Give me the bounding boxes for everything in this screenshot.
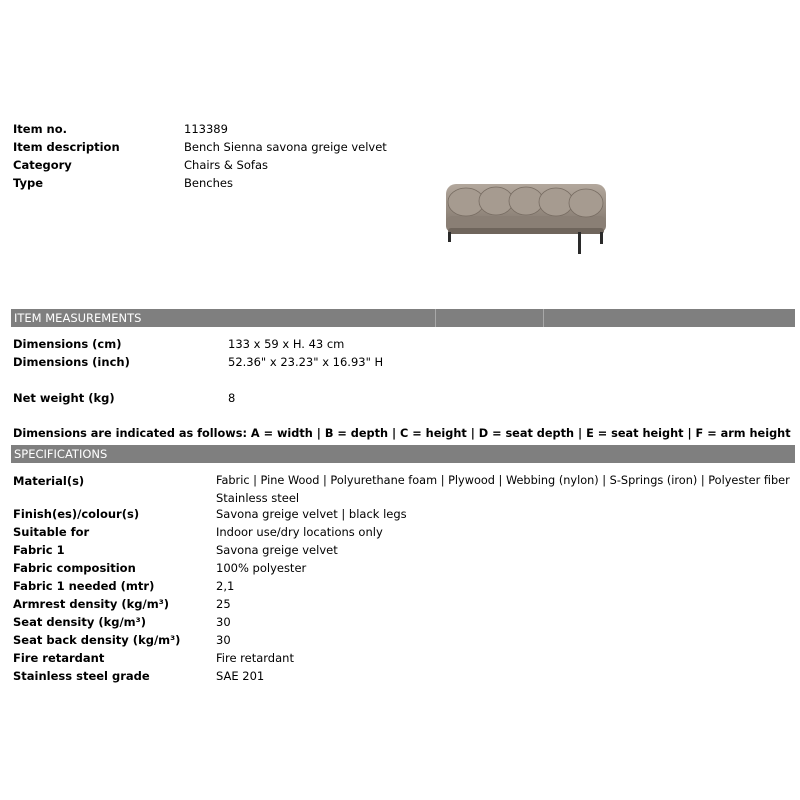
armrest-density-value: 25	[216, 597, 231, 611]
stainless-steel-grade-value: SAE 201	[216, 669, 265, 683]
specifications-header	[11, 445, 795, 463]
fabric-1-label: Fabric 1	[13, 543, 65, 557]
seat-back-density-label: Seat back density (kg/m³)	[13, 633, 181, 647]
dimensions-inch-value: 52.36" x 23.23" x 16.93" H	[228, 355, 384, 369]
seat-back-density-value: 30	[216, 633, 231, 647]
net-weight-label: Net weight (kg)	[13, 391, 115, 405]
bench-product-image	[444, 172, 610, 256]
seat-density-label: Seat density (kg/m³)	[13, 615, 146, 629]
item-description-value: Bench Sienna savona greige velvet	[184, 140, 387, 154]
dimensions-inch-label: Dimensions (inch)	[13, 355, 130, 369]
fire-retardant-label: Fire retardant	[13, 651, 105, 665]
type-value: Benches	[184, 176, 233, 190]
item-measurements-title: ITEM MEASUREMENTS	[14, 311, 142, 325]
header-divider	[435, 309, 436, 327]
dimensions-legend-note: Dimensions are indicated as follows: A = width | B = depth | C = height | D = seat depth | E = seat height | F = arm height	[13, 427, 791, 440]
finish-colour-label: Finish(es)/colour(s)	[13, 507, 140, 521]
fabric-1-value: Savona greige velvet	[216, 543, 338, 557]
finish-colour-value: Savona greige velvet | black legs	[216, 507, 407, 521]
fabric-composition-value: 100% polyester	[216, 561, 307, 575]
fire-retardant-value: Fire retardant	[216, 651, 294, 665]
item-no-label: Item no.	[13, 122, 68, 136]
stainless-steel-grade-label: Stainless steel grade	[13, 669, 150, 683]
fabric-needed-label: Fabric 1 needed (mtr)	[13, 579, 155, 593]
fabric-composition-label: Fabric composition	[13, 561, 136, 575]
header-divider	[543, 309, 544, 327]
item-no-value: 113389	[184, 122, 228, 136]
category-label: Category	[13, 158, 72, 172]
fabric-needed-value: 2,1	[216, 579, 235, 593]
item-description-label: Item description	[13, 140, 120, 154]
item-measurements-header	[11, 309, 795, 327]
suitable-for-value: Indoor use/dry locations only	[216, 525, 383, 539]
category-value: Chairs & Sofas	[184, 158, 268, 172]
specifications-title: SPECIFICATIONS	[14, 447, 108, 461]
suitable-for-label: Suitable for	[13, 525, 90, 539]
type-label: Type	[13, 176, 44, 190]
seat-density-value: 30	[216, 615, 231, 629]
materials-value-line1: Fabric | Pine Wood | Polyurethane foam | Plywood | Webbing (nylon) | S-Springs (iron) | Polyester fiber	[216, 474, 790, 487]
dimensions-cm-value: 133 x 59 x H. 43 cm	[228, 337, 345, 351]
armrest-density-label: Armrest density (kg/m³)	[13, 597, 169, 611]
net-weight-value: 8	[228, 391, 236, 405]
materials-label: Material(s)	[13, 474, 85, 488]
dimensions-cm-label: Dimensions (cm)	[13, 337, 122, 351]
materials-value-line2: Stainless steel	[216, 491, 300, 505]
